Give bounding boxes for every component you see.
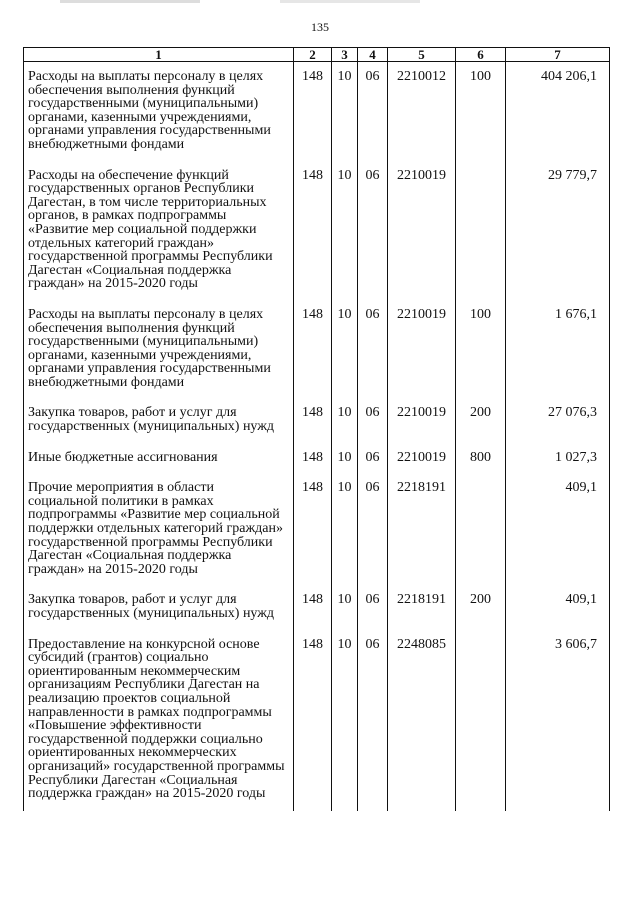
row-ministry: 148 bbox=[294, 399, 332, 443]
table-row bbox=[24, 586, 610, 630]
row-expense-type: 100 bbox=[456, 301, 506, 400]
col-header-1: 1 bbox=[24, 48, 294, 62]
row-expense-type bbox=[456, 162, 506, 301]
row-description: Расходы на выплаты персоналу в целях обеспечения выполнения функций государственными (муниципальными) органами, казенными учреждениями, органами управления государственными внебюджетными фондами bbox=[24, 62, 294, 162]
row-subsection: 06 bbox=[358, 474, 388, 586]
table-row bbox=[24, 631, 610, 811]
row-target-article: 2210019 bbox=[388, 444, 456, 475]
page-number: 135 bbox=[311, 20, 329, 34]
row-expense-type bbox=[456, 631, 506, 811]
row-target-article: 2218191 bbox=[388, 474, 456, 586]
row-amount: 409,1 bbox=[506, 474, 610, 586]
col-header-5: 5 bbox=[388, 48, 456, 62]
col-header-3: 3 bbox=[332, 48, 358, 62]
row-description: Закупка товаров, работ и услуг для государственных (муниципальных) нужд bbox=[24, 399, 294, 443]
row-ministry: 148 bbox=[294, 162, 332, 301]
row-subsection: 06 bbox=[358, 301, 388, 400]
col-header-6: 6 bbox=[456, 48, 506, 62]
row-target-article: 2248085 bbox=[388, 631, 456, 811]
row-subsection: 06 bbox=[358, 444, 388, 475]
row-ministry: 148 bbox=[294, 586, 332, 630]
row-ministry: 148 bbox=[294, 62, 332, 162]
row-description: Закупка товаров, работ и услуг для государственных (муниципальных) нужд bbox=[24, 586, 294, 630]
row-description: Прочие мероприятия в области социальной политики в рамках подпрограммы «Развитие мер социальной поддержки отдельных категорий граждан» государственной программы Республики Дагестан «Социальная поддержка граждан» на 2015-2020 годы bbox=[24, 474, 294, 586]
row-expense-type: 200 bbox=[456, 399, 506, 443]
row-section: 10 bbox=[332, 631, 358, 811]
row-ministry: 148 bbox=[294, 474, 332, 586]
row-amount: 404 206,1 bbox=[506, 62, 610, 162]
row-target-article: 2210019 bbox=[388, 162, 456, 301]
row-amount: 3 606,7 bbox=[506, 631, 610, 811]
table-row bbox=[24, 444, 610, 475]
row-section: 10 bbox=[332, 301, 358, 400]
table-row bbox=[24, 62, 610, 162]
row-subsection: 06 bbox=[358, 162, 388, 301]
row-target-article: 2218191 bbox=[388, 586, 456, 630]
row-amount: 409,1 bbox=[506, 586, 610, 630]
row-target-article: 2210012 bbox=[388, 62, 456, 162]
row-description: Иные бюджетные ассигнования bbox=[24, 444, 294, 475]
budget-table bbox=[23, 47, 610, 811]
row-amount: 1 676,1 bbox=[506, 301, 610, 400]
row-subsection: 06 bbox=[358, 62, 388, 162]
row-expense-type bbox=[456, 474, 506, 586]
row-ministry: 148 bbox=[294, 631, 332, 811]
row-expense-type: 200 bbox=[456, 586, 506, 630]
row-section: 10 bbox=[332, 444, 358, 475]
row-target-article: 2210019 bbox=[388, 301, 456, 400]
row-amount: 29 779,7 bbox=[506, 162, 610, 301]
row-expense-type: 100 bbox=[456, 62, 506, 162]
row-section: 10 bbox=[332, 586, 358, 630]
row-description: Расходы на выплаты персоналу в целях обеспечения выполнения функций государственными (муниципальными) органами, казенными учреждениями, органами управления государственными внебюджетными фондами bbox=[24, 301, 294, 400]
row-subsection: 06 bbox=[358, 399, 388, 443]
table-row bbox=[24, 474, 610, 586]
row-section: 10 bbox=[332, 62, 358, 162]
row-section: 10 bbox=[332, 162, 358, 301]
row-subsection: 06 bbox=[358, 631, 388, 811]
row-section: 10 bbox=[332, 399, 358, 443]
col-header-4: 4 bbox=[358, 48, 388, 62]
row-expense-type: 800 bbox=[456, 444, 506, 475]
row-amount: 27 076,3 bbox=[506, 399, 610, 443]
row-amount: 1 027,3 bbox=[506, 444, 610, 475]
table-row bbox=[24, 399, 610, 443]
scan-edge bbox=[0, 0, 640, 3]
row-description: Предоставление на конкурсной основе субсидий (грантов) социально ориентированным некоммерческим организациям Республики Дагестан на реализацию проектов социальной направленности в рамках подпрограммы «Повышение эффективности государственной поддержки социально ориентированных некоммерческих организаций» государственной программы Республики Дагестан «Социальная поддержка граждан» на 2015-2020 годы bbox=[24, 631, 294, 811]
row-subsection: 06 bbox=[358, 586, 388, 630]
row-section: 10 bbox=[332, 474, 358, 586]
table-row bbox=[24, 301, 610, 400]
row-ministry: 148 bbox=[294, 301, 332, 400]
header-row bbox=[24, 48, 610, 62]
row-target-article: 2210019 bbox=[388, 399, 456, 443]
row-description: Расходы на обеспечение функций государственных органов Республики Дагестан, в том числе территориальных органов, в рамках подпрограммы «Развитие мер социальной поддержки отдельных категорий граждан» государственной программы Республики Дагестан «Социальная поддержка граждан» на 2015-2020 годы bbox=[24, 162, 294, 301]
row-ministry: 148 bbox=[294, 444, 332, 475]
table-row bbox=[24, 162, 610, 301]
col-header-7: 7 bbox=[506, 48, 610, 62]
col-header-2: 2 bbox=[294, 48, 332, 62]
